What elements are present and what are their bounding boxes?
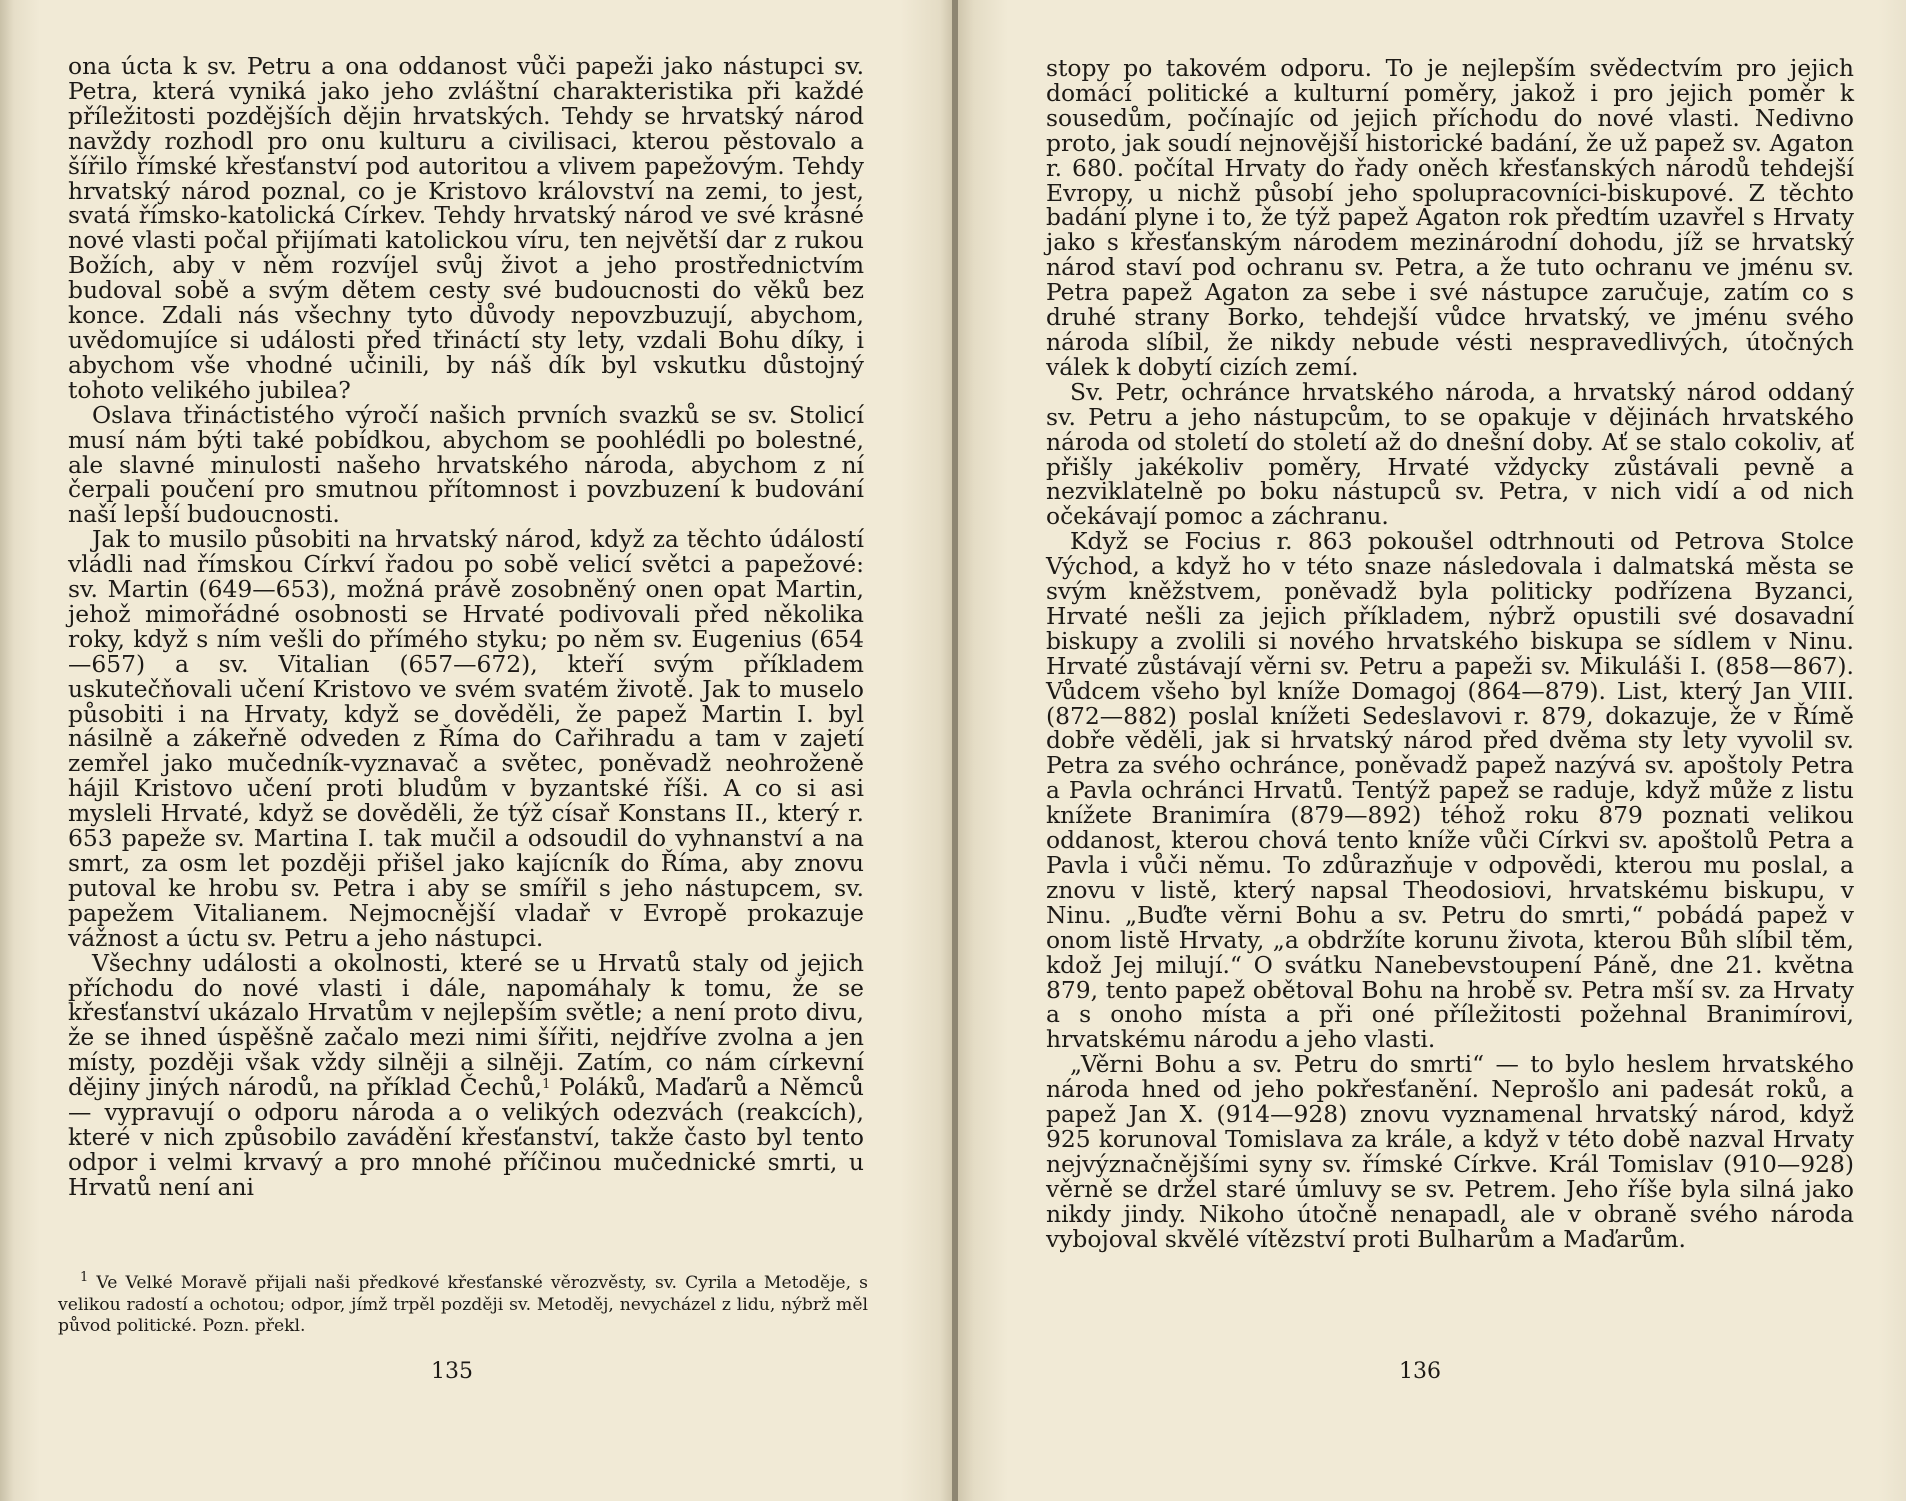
page-number: 135	[431, 1359, 473, 1384]
paragraph-text: Všechny události a okolnosti, které se u Hrvatů staly od jejich příchodu do nové vlasti i dále, napomáhaly k tomu, že se křesťanství ukázalo Hrvatům v nejlepším světle; a není proto divu, že se ihned úspěšně začalo mezi nimi šířiti, nejdříve zvolna a jen místy, později však vždy silněji a silněji. Zatím, co nám církevní dějiny jiných národů, na příklad Čechů,	[68, 948, 864, 1102]
paragraph: Oslava třináctistého výročí našich prvních svazků se sv. Stolicí musí nám býti také pobídkou, abychom se poohlédli po bolestné, ale slavné minulosti našeho hrvatského národa, abychom z ní čerpali poučení pro smutnou přítomnost i povzbuzení k budování naší lepší budoucnosti.	[68, 400, 864, 529]
left-page	[0, 0, 952, 1501]
right-page	[958, 0, 1906, 1501]
paragraph: stopy po takovém odporu. To je nejlepším svědectvím pro jejich domácí politické a kulturní poměry, jakož i pro jejich poměr k sousedům, počínajíc od jejich příchodu do nové vlasti. Nedivno proto, jak soudí nejnovější historické badání, že už papež sv. Agaton r. 680. počítal Hrvaty do řady oněch křesťanských národů tehdejší Evropy, u nichž působí jeho spolupracovníci-biskupové. Z těchto badání plyne i to, že týž papež Agaton rok předtím uzavřel s Hrvaty jako s křesťanským národem mezinárodní dohodu, jíž se hrvatský národ staví pod ochranu sv. Petra, a že tuto ochranu ve jménu sv. Petra papež Agaton za sebe i své nástupce zaručuje, zatím co s druhé strany Borko, tehdejší vůdce hrvatský, ve jménu svého národa slíbil, že nikdy nebude vésti nespravedlivých, útočných válek k dobytí cizích zemí.	[1046, 54, 1854, 381]
footnote-body: Ve Velké Moravě přijali naši předkové křesťanské věrozvěsty, sv. Cyrila a Metoděje, s velikou radostí a ochotou; odpor, jímž trpěl později sv. Metoděj, nevycházel z lidu, nýbrž měl původ politické. Pozn. překl.	[58, 1273, 868, 1336]
footnote-text	[58, 1270, 868, 1338]
left-page-body	[68, 54, 864, 1200]
paragraph: Sv. Petr, ochránce hrvatského národa, a hrvatský národ oddaný sv. Petru a jeho nástupcům, to se opakuje v dějinách hrvatského národa od století do století až do dnešní doby. Ať se stalo cokoliv, ať přišly jakékoliv poměry, Hrvaté vždycky zůstávali pevně a nezviklatelně po boku nástupců sv. Petra, v nich vidí a od nich očekávají pomoc a záchranu.	[1046, 377, 1854, 531]
paragraph: ona úcta k sv. Petru a ona oddanost vůči papeži jako nástupci sv. Petra, která vyniká jako jeho zvláštní charakteristika při každé příležitosti pozdějších dějin hrvatských. Tehdy se hrvatský národ navždy rozhodl pro onu kulturu a civilisaci, kterou pěstovalo a šířilo římské křesťanství pod autoritou a vlivem papežovým. Tehdy hrvatský národ poznal, co je Kristovo království na zemi, to jest, svatá římsko-katolická Církev. Tehdy hrvatský národ ve své krásné nové vlasti počal přijímati katolickou víru, ten největší dar z rukou Božích, aby v něm rozvíjel svůj život a jeho prostřednictvím budoval sobě a svým dětem cesty své budoucnosti do věků bez konce. Zdali nás všechny tyto důvody nepovzbuzují, abychom, uvědomujíce si události před třináctí sty lety, vzdali Bohu díky, i abychom vše vhodné učinili, by náš dík byl vskutku důstojný tohoto velikého jubilea?	[68, 52, 864, 404]
page-number: 136	[1399, 1359, 1441, 1384]
paragraph	[68, 948, 864, 1201]
footnote-mark: 1	[80, 1270, 89, 1285]
footnote	[58, 1270, 868, 1338]
right-page-body	[1046, 56, 1854, 1252]
paragraph: „Věrni Bohu a sv. Petru do smrti“ — to bylo heslem hrvatského národa hned od jeho pokřesťanění. Neprošlo ani padesát roků, a papež Jan X. (914—928) znovu vyznamenal hrvatský národ, když 925 korunoval Tomislava za krále, a když v této době nazval Hrvaty nejvýznačnějšími syny sv. římské Církve. Král Tomislav (910—928) věrně se držel staré úmluvy se sv. Petrem. Jeho říše byla silná jako nikdy jindy. Nikoho útočně nenapadl, ale v obraně svého národa vybojoval skvělé vítězství proti Bulharům a Maďarům.	[1046, 1050, 1854, 1253]
paragraph: Když se Focius r. 863 pokoušel odtrhnouti od Petrova Stolce Východ, a když ho v této snaze následovala i dalmatská města se svým kněžstvem, poněvadž byla politicky podřízena Byzanci, Hrvaté nešli za jejich příkladem, nýbrž opustili své dosavadní biskupy a zvolili si nového hrvatského biskupa se sídlem v Ninu. Hrvaté zůstávají věrni sv. Petru a papeži sv. Mikuláši I. (858—867). Vůdcem všeho byl kníže Domagoj (864—879). List, který Jan VIII. (872—882) poslal knížeti Sedeslavovi r. 879, dokazuje, že v Římě dobře věděli, jak si hrvatský národ před dvěma sty lety vyvolil sv. Petra za svého ochránce, poněvadž papež nazývá sv. apoštoly Petra a Pavla ochránci Hrvatů. Tentýž papež se raduje, když může z listu knížete Branimíra (879—892) téhož roku 879 poznati velikou oddanost, kterou chová tento kníže vůči Církvi sv. apoštolů Petra a Pavla i vůči němu. To zdůrazňuje v odpovědi, kterou mu poslal, a znovu v listě, který napsal Theodosiovi, hrvatskému biskupu, v Ninu. „Buďte věrni Bohu a sv. Petru do smrti,“ pobádá papež v onom listě Hrvaty, „a obdržíte korunu života, kterou Bůh slíbil těm, kdož Jej milují.“ O svátku Nanebevstoupení Páně, dne 21. května 879, tento papež obětoval Bohu na hrobě sv. Petra mší sv. za Hrvaty a s onoho místa a při oné příležitosti požehnal Branimírovi, hrvatskému národu a jeho vlasti.	[1046, 527, 1854, 1054]
footnote-reference: 1	[542, 1077, 551, 1093]
paragraph: Jak to musilo působiti na hrvatský národ, když za těchto údálostí vládli nad římskou Církví řadou po sobě velicí světci a papežové: sv. Martin (649—653), možná právě zosobněný onen opat Martin, jehož mimořádné osobnosti se Hrvaté podivovali před několika roky, když s ním vešli do přímého styku; po něm sv. Eugenius (654—657) a sv. Vitalian (657—672), kteří svým příkladem uskutečňovali učení Kristovo ve svém svatém životě. Jak to muselo působiti i na Hrvaty, když se dověděli, že papež Martin I. byl násilně a zákeřně odveden z Říma do Cařihradu a tam v zajetí zemřel jako mučedník-vyznavač a světec, poněvadž neohroženě hájil Kristovo učení proti bludům v byzantské říši. A co si asi mysleli Hrvaté, když se dověděli, že týž císař Konstans II., který r. 653 papeže sv. Martina I. tak mučil a odsoudil do vyhnanství a na smrt, za osm let později přišel jako kajícník do Říma, aby znovu putoval ke hrobu sv. Petra i aby se smířil s jeho nástupcem, sv. papežem Vitalianem. Nejmocnější vladař v Evropě prokazuje vážnost a úctu sv. Petru a jeho nástupci.	[68, 525, 864, 952]
paragraph-text: Poláků, Maďarů a Němců — vypravují o odporu národa a o velikých odezvách (reakcích), které v nich způsobilo zavádění křesťanství, takže často byl tento odpor i velmi krvavý a pro mnohé příčinou mučednické smrti, u Hrvatů není ani	[68, 1073, 864, 1201]
